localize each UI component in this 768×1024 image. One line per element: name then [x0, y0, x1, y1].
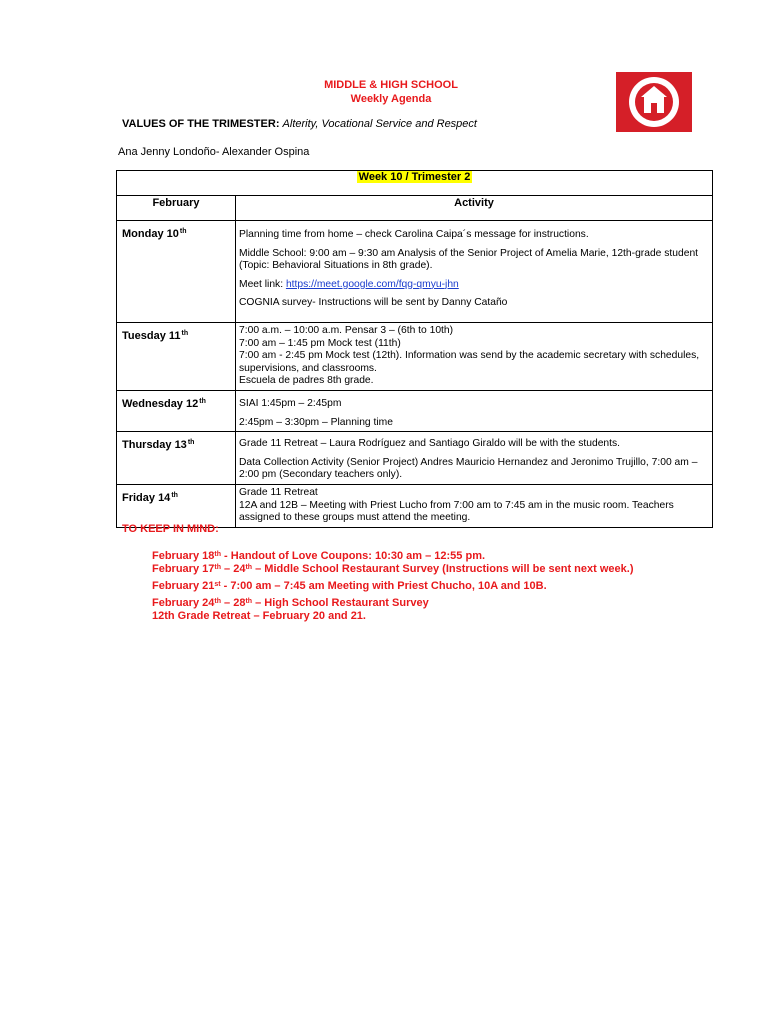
- note-item: 12th Grade Retreat – February 20 and 21.: [152, 610, 366, 622]
- activity-line: Data Collection Activity (Senior Project) Andres Mauricio Hernandez and Jeronimo Trujillo, 7:00 am – 2:00 pm (Secondary teachers only).: [239, 456, 698, 481]
- column-header-day: February: [117, 196, 236, 221]
- activity-line: Meet link: https://meet.google.com/fqg-qmyu-jhn: [239, 278, 459, 290]
- authors-line: Ana Jenny Londoño- Alexander Ospina: [118, 146, 310, 158]
- values-label: VALUES OF THE TRIMESTER: [122, 118, 276, 130]
- activity-line: 7:00 am – 1:45 pm Mock test (11th): [239, 337, 401, 349]
- header-row: [117, 196, 713, 221]
- activity-line: 12A and 12B – Meeting with Priest Lucho from 7:00 am to 7:45 am in the music room. Teachers assigned to these groups must attend the meeting.: [239, 499, 674, 524]
- school-title: MIDDLE & HIGH SCHOOL: [324, 79, 458, 91]
- meet-link[interactable]: https://meet.google.com/fqg-qmyu-jhn: [285, 278, 459, 290]
- note-item: February 21st - 7:00 am – 7:45 am Meeting with Priest Chucho, 10A and 10B.: [152, 580, 547, 592]
- table-row-thursday: [117, 432, 713, 485]
- activity-line: 7:00 a.m. – 10:00 a.m. Pensar 3 – (6th to 10th): [239, 325, 454, 336]
- activity-line: Middle School: 9:00 am – 9:30 am Analysis of the Senior Project of Amelia Marie, 12th-grade student (Topic: Behavioral Situations in 8th grade).: [239, 247, 699, 272]
- note-item: February 17th – 24th – Middle School Restaurant Survey (Instructions will be sent next week.): [152, 563, 634, 575]
- activity-line: Grade 11 Retreat – Laura Rodríguez and Santiago Giraldo will be with the students.: [239, 438, 621, 450]
- day-cell: Monday 10th: [117, 221, 236, 323]
- values-line: VALUES OF THE TRIMESTER: Alterity, Vocational Service and Respect: [122, 118, 477, 130]
- day-cell: Wednesday 12th: [117, 390, 236, 431]
- table-row-friday: [117, 484, 713, 527]
- activity-line: COGNIA survey- Instructions will be sent by Danny Cataño: [239, 297, 508, 309]
- keep-in-mind-list: [152, 550, 634, 623]
- activity-line: SIAI 1:45pm – 2:45pm: [239, 397, 342, 409]
- table-row-tuesday: [117, 323, 713, 391]
- table-row-wednesday: [117, 390, 713, 431]
- note-item: February 24th – 28th – High School Restaurant Survey: [152, 597, 429, 609]
- week-row: [117, 171, 713, 196]
- keep-in-mind-title: TO KEEP IN MIND:: [122, 523, 219, 535]
- agenda-subtitle: Weekly Agenda: [350, 93, 432, 105]
- activity-line: Escuela de padres 8th grade.: [239, 375, 374, 387]
- school-logo: [616, 72, 692, 132]
- house-icon: [616, 72, 692, 132]
- activity-cell: [236, 221, 713, 323]
- activity-line: Grade 11 Retreat: [239, 486, 318, 498]
- note-item: February 18th - Handout of Love Coupons: 10:30 am – 12:55 pm.: [152, 550, 486, 562]
- activity-cell: [236, 484, 713, 527]
- activity-line: Planning time from home – check Carolina Caipa´s message for instructions.: [239, 229, 589, 240]
- activity-cell: [236, 432, 713, 485]
- activity-line: 7:00 am - 2:45 pm Mock test (12th). Information was send by the academic secretary with schedules, supervisions, and classrooms.: [239, 350, 700, 374]
- document-header: [250, 78, 532, 106]
- activity-cell: [236, 323, 713, 391]
- column-header-activity: Activity: [236, 196, 713, 221]
- values-text: Alterity, Vocational Service and Respect: [282, 118, 477, 130]
- day-cell: Tuesday 11th: [117, 323, 236, 391]
- table-row-monday: [117, 221, 713, 323]
- day-cell: Thursday 13th: [117, 432, 236, 485]
- week-title: Week 10 / Trimester 2: [358, 171, 471, 183]
- day-cell: Friday 14th: [117, 484, 236, 527]
- activity-line: 2:45pm – 3:30pm – Planning time: [239, 416, 393, 428]
- activity-cell: [236, 390, 713, 431]
- agenda-table: [116, 170, 713, 528]
